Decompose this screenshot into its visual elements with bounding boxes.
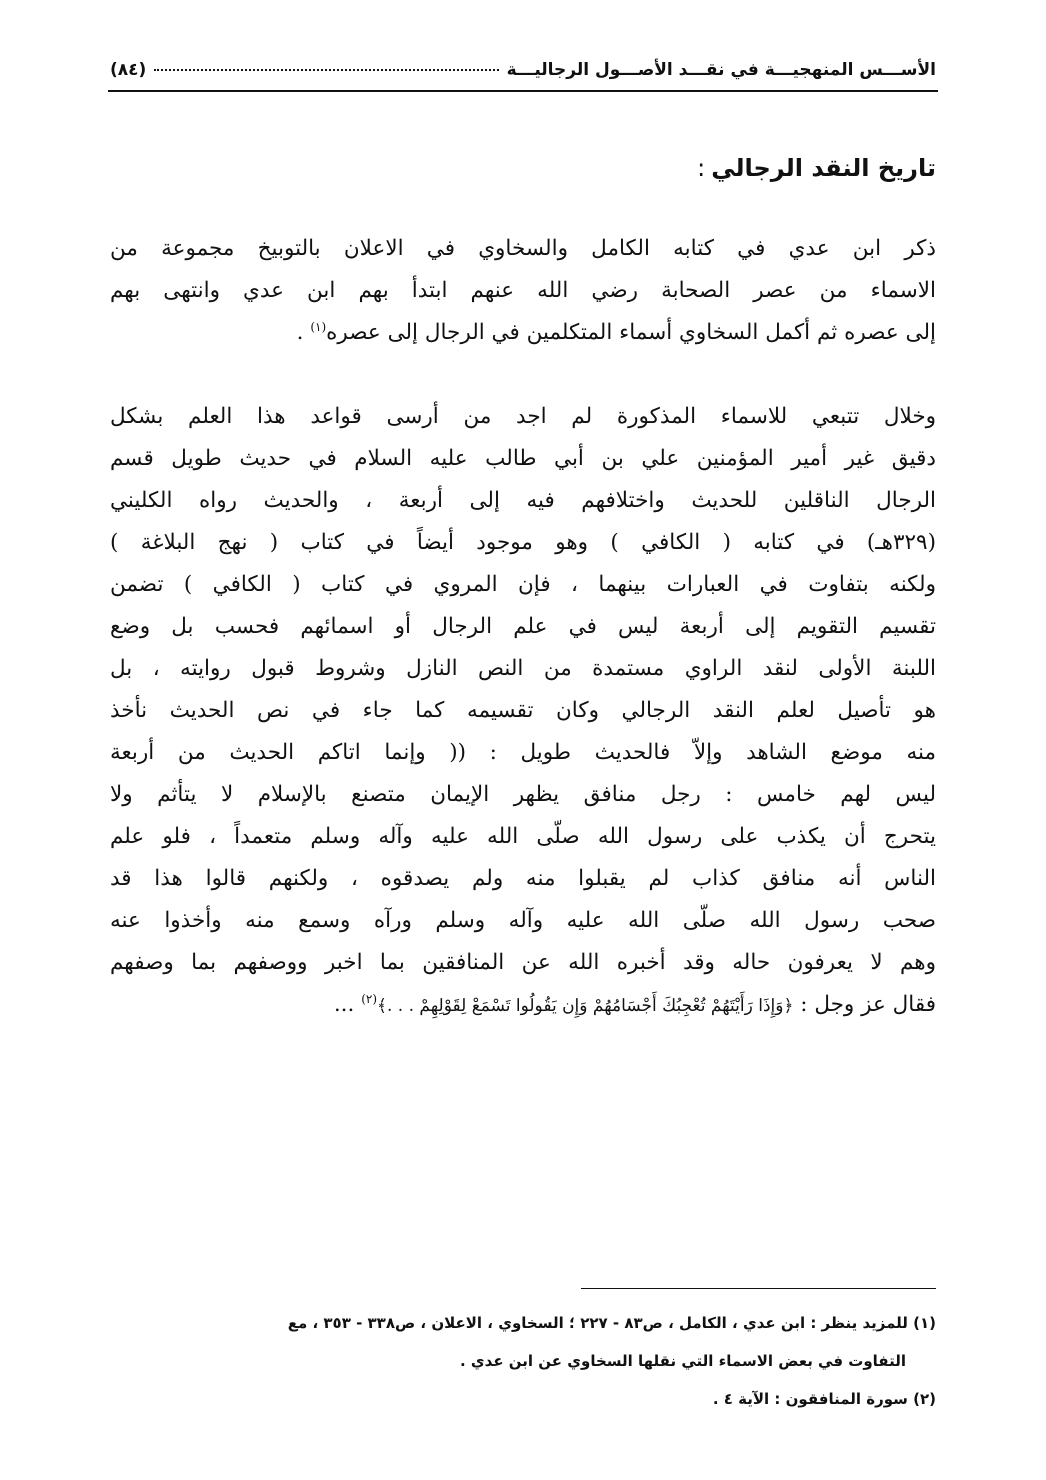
leader-dots [154, 69, 498, 71]
running-header [110, 52, 936, 88]
paragraph-line: تقسيم التقويم إلى أربعة ليس في علم الرجال أو اسمائهم فحسب بل وضع [110, 614, 936, 639]
footnote-ref-2[interactable]: (٢) [361, 991, 378, 1006]
paragraph-text: إلى عصره ثم أكمل السخاوي أسماء المتكلمين في الرجال إلى عصره [326, 320, 936, 345]
paragraph-line: دقيق غير أمير المؤمنين علي بن أبي طالب عليه السلام في حديث طويل قسم [110, 446, 936, 471]
paragraph-line: الرجال الناقلين للحديث واختلافهم فيه إلى أربعة ، والحديث رواه الكليني [110, 488, 936, 513]
header-rule [108, 90, 938, 92]
paragraph-line: (٣٢٩هـ) في كتابه ( الكافي ) وهو موجود أيضاً في كتاب ( نهج البلاغة ) [110, 530, 936, 555]
paragraph-line: وخلال تتبعي للاسماء المذكورة لم اجد من أرسى قواعد هذا العلم بشكل [110, 404, 936, 429]
footnote-1-continued: التفاوت في بعض الاسماء التي نقلها السخاوي عن ابن عدي . [459, 1352, 906, 1370]
paragraph-line: ذكر ابن عدي في كتابه الكامل والسخاوي في الاعلان بالتوبيخ مجموعة من [110, 236, 936, 261]
paragraph-line: يتحرج أن يكذب على رسول الله صلّى الله عليه وآله وسلم متعمداً ، فلو علم [110, 824, 936, 849]
section-heading [110, 148, 936, 188]
paragraph-line: اللبنة الأولى لنقد الراوي مستمدة من النص النازل وشروط قبول روايته ، بل [110, 656, 936, 681]
footnote-1: (١) للمزيد ينظر : ابن عدي ، الكامل ، ص٨٣ - ٢٢٧ ؛ السخاوي ، الاعلان ، ص٣٣٨ - ٣٥٣ ، مع [287, 1314, 936, 1332]
paragraph-line: الاسماء من عصر الصحابة رضي الله عنهم ابتدأ بهم ابن عدي وانتهى بهم [110, 278, 936, 303]
paragraph-text: فقال عز وجل : [793, 992, 936, 1017]
footnote-separator [581, 1288, 936, 1289]
footnotes [110, 1304, 936, 1418]
paragraph-1 [110, 228, 936, 354]
quran-verse: ﴿وَإِذَا رَأَيْتَهُمْ تُعْجِبُكَ أَجْسَامُهُمْ وَإِن يَقُولُوا تَسْمَعْ لِقَوْلِهِمْ . . .﴾ [377, 996, 794, 1016]
paragraph-line: وهم لا يعرفون حاله وقد أخبره الله عن المنافقين بما اخبر ووصفهم بما وصفهم [110, 950, 936, 975]
section-title: تاريخ النقد الرجالي [711, 154, 936, 182]
paragraph-line: هو تأصيل لعلم النقد الرجالي وكان تقسيمه كما جاء في نص الحديث نأخذ [110, 698, 936, 723]
paragraph-line: منه موضع الشاهد وإلاّ فالحديث طويل : (( وإنما اتاكم الحديث من أربعة [110, 740, 936, 765]
paragraph-line-last [110, 984, 936, 1026]
paragraph-line: الناس أنه منافق كذاب لم يقبلوا منه ولم يصدقوه ، ولكنهم قالوا هذا قد [110, 866, 936, 891]
footnote-2: (٢) سورة المنافقون : الآية ٤ . [712, 1390, 936, 1408]
paragraph-line: ولكنه بتفاوت في العبارات بينهما ، فإن المروي في كتاب ( الكافي ) تضمن [110, 572, 936, 597]
section-colon: : [697, 154, 706, 182]
paragraph-line-last [110, 312, 936, 354]
paragraph-2 [110, 396, 936, 1026]
paragraph-end: ... [333, 992, 362, 1017]
paragraph-line: صحب رسول الله صلّى الله عليه وآله وسلم ورآه وسمع منه وأخذوا عنه [110, 908, 936, 933]
paragraph-end: . [296, 320, 311, 345]
paragraph-line: ليس لهم خامس : رجل منافق يظهر الإيمان متصنع بالإسلام لا يتأثم ولا [110, 782, 936, 807]
book-title: الأســـس المنهجيـــة في نقـــد الأصـــول الرجاليـــة [506, 60, 936, 80]
page-number: (٨٤) [110, 60, 147, 80]
footnote-ref-1[interactable]: (١) [310, 319, 327, 334]
